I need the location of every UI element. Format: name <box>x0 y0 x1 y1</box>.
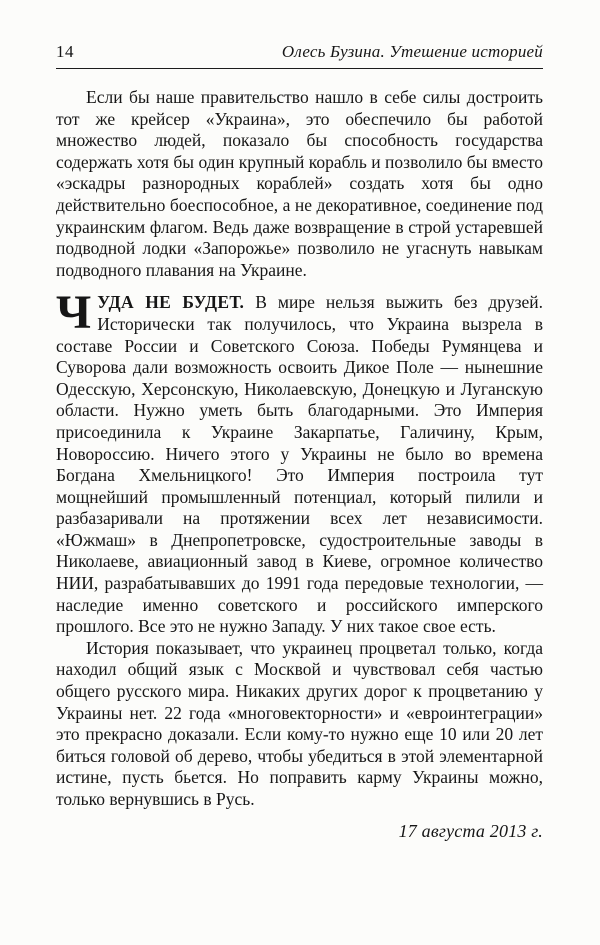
dropcap-initial: Ч <box>56 286 92 340</box>
dateline: 17 августа 2013 г. <box>398 820 543 841</box>
paragraph-dropcap <box>56 286 543 638</box>
dropcap-body: В мире нельзя выжить без друзей. Исторически так получилось, что Украина вызрела в составе России и Советского Союза. Победы Румянцева и Суворова дали возможность освоить Дикое Поле — нынешние Одесскую, Херсонскую, Николаевскую, Донецкую и Луганскую области. Нужно уметь быть благодарными. Это Империя присоединила к Украине Закарпатье, Галичину, Крым, Новороссию. Ничего этого у Украины не было во времена Богдана Хмельницкого! Это Империя построила тут мощнейший промышленный потенциал, который пилили и разбазаривали на протяжении всех лет независимости. «Южмаш» в Днепропетровске, судостроительные заводы в Николаеве, авиационный завод в Киеве, огромное количество НИИ, разрабатывавших до 1991 года передовые технологии, — наследие именно советского и российского имперского прошлого. Все это не нужно Западу. У них такое свое есть. <box>56 292 543 637</box>
dropcap-bold-lead: УДА НЕ БУДЕТ. <box>97 292 245 313</box>
paragraph-conclusion: История показывает, что украинец процветал только, когда находил общий язык с Москвой и чувствовал себя частью общего русского мира. Никаких других дорог к процветанию у Украины нет. 22 года «многовекторности» и «евроинтеграции» это прекрасно доказали. Если кому-то нужно еще 10 или 20 лет биться головой об дерево, чтобы убедиться в этой элементарной истине, пусть бьется. Но поправить карму Украины можно, только вернувшись в Русь. <box>56 637 543 809</box>
body-text <box>56 87 543 842</box>
header-rule <box>56 68 543 69</box>
page-number: 14 <box>56 42 74 61</box>
running-title: Олесь Бузина. Утешение историей <box>281 42 543 61</box>
paragraph-intro: Если бы наше правительство нашло в себе силы достроить тот же крейсер «Украина», это обеспечило бы работой множество людей, показало бы способность государства содержать хотя бы один крупный корабль и позволило бы вместо «эскадры разнородных кораблей» создать хотя бы одно действительно боеспособное, а не декоративное, соединение под украинским флагом. Ведь даже возвращение в строй устаревшей подводной лодки «Запорожье» позволило не угаснуть навыкам подводного плавания на Украине. <box>56 87 543 280</box>
page-header <box>56 42 543 62</box>
